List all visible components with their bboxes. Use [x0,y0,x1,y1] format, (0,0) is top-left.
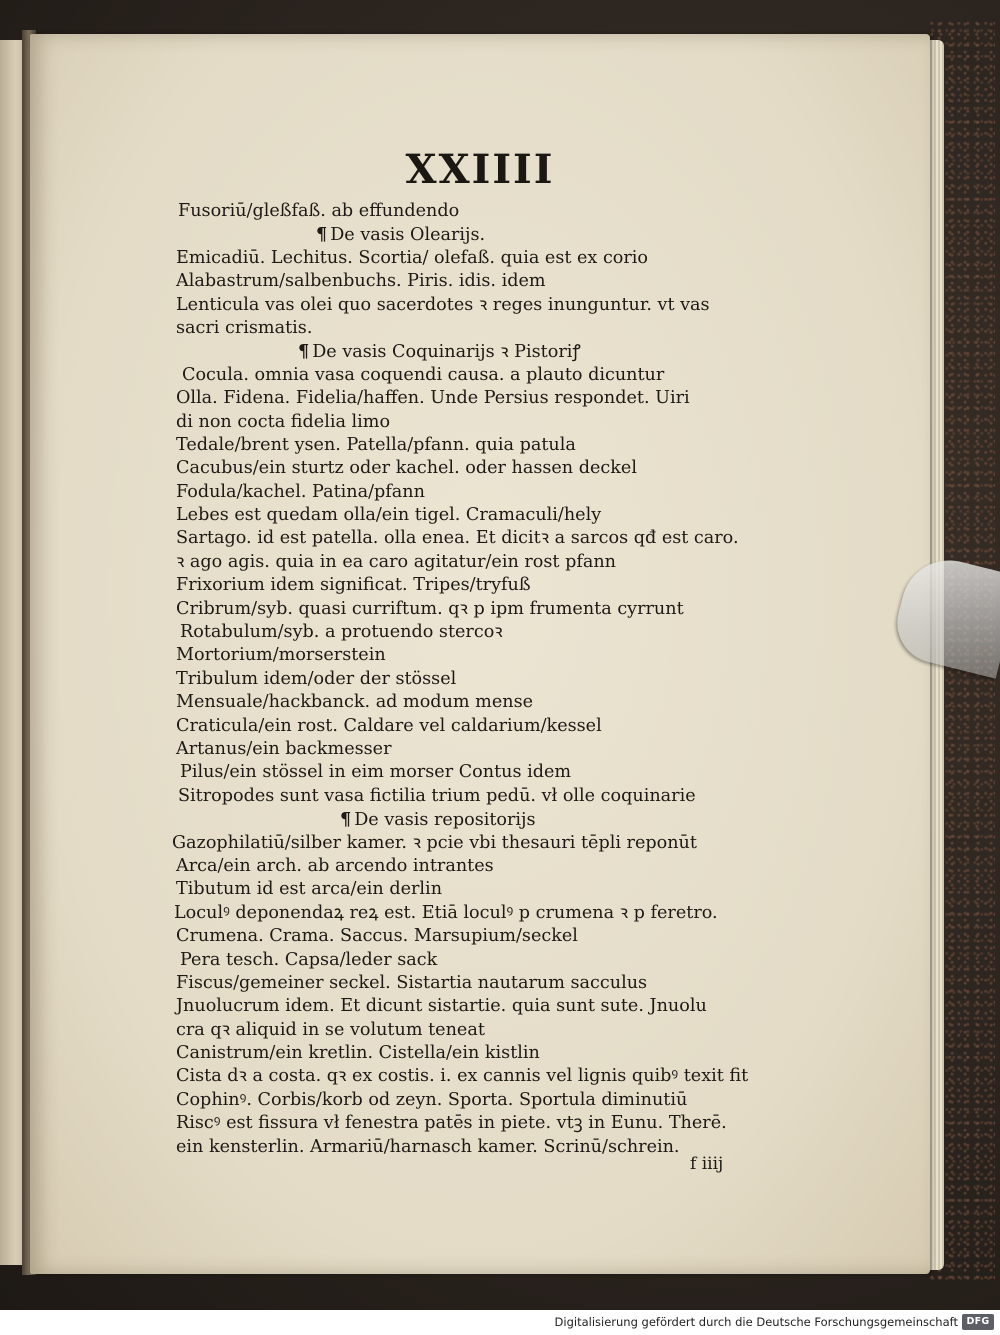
line-text: Fusoriū/gleßfaß. ab effundendo [178,201,460,221]
section-heading [168,808,793,831]
text-line [168,949,793,972]
pilcrow-icon: ¶ [298,341,310,363]
text-line [168,434,793,457]
text-line [168,1065,793,1088]
text-block [168,200,793,1159]
text-line [168,738,793,761]
text-line [168,364,793,387]
line-text: Tibutum id est arca/ein derlin [176,879,443,900]
text-line [168,785,793,808]
line-text: di non cocta fidelia limo [176,411,391,432]
text-line [168,247,793,270]
page-folio: XXIIII [405,146,555,193]
text-line [168,270,793,293]
line-text: Riscꝰ est fissura vł fenestra patēs in piete. vtꝫ in Eunu. Therē. [176,1113,727,1134]
line-text: Artanus/ein backmesser [176,738,392,759]
recto-page [30,34,930,1274]
text-line [168,621,793,644]
line-text: Canistrum/ein kretlin. Cistella/ein kistlin [176,1043,540,1064]
line-text: Mortorium/morserstein [176,645,386,666]
text-line [168,761,793,784]
line-text: Tribulum idem/oder der stössel [176,668,457,689]
line-text: Cacubus/ein sturtz oder kachel. oder hassen deckel [176,458,637,479]
text-line [168,902,793,925]
line-text: Emicadiū. Lechitus. Scortia/ olefaß. quia est ex corio [176,247,649,268]
text-line [168,878,793,901]
line-text: De vasis Coquinarijs ꝛ Pistoriꝭ [312,342,581,363]
line-text: Crumena. Crama. Saccus. Marsupium/seckel [176,926,578,947]
line-text: Fodula/kachel. Patina/pfann [176,481,425,502]
line-text: Cophinꝰ. Corbis/korb od zeyn. Sporta. Sportula diminutiū [176,1089,688,1110]
line-text: Sartago. id est patella. olla enea. Et dicitꝛ a sarcos qđ est caro. [176,528,739,549]
line-text: Alabastrum/salbenbuchs. Piris. idis. idem [176,271,546,292]
text-line [168,995,793,1018]
pilcrow-icon: ¶ [340,809,352,831]
text-line [168,598,793,621]
text-line [168,481,793,504]
line-text: Pilus/ein stössel in eim morser Contus idem [180,762,572,783]
text-line [168,317,793,340]
line-text: Pera tesch. Capsa/leder sack [180,949,438,970]
text-line [168,1042,793,1065]
line-text: Sitropodes sunt vasa fictilia trium pedū. vł olle coquinarie [178,785,696,806]
text-line [168,387,793,410]
line-text: De vasis Olearijs. [330,225,486,246]
line-text: ꝛ ago agis. quia in ea caro agitatur/ein rost pfann [176,551,617,572]
text-line [168,1089,793,1112]
text-line [168,855,793,878]
text-line [168,925,793,948]
line-text: Cocula. omnia vasa coquendi causa. a plauto dicuntur [182,364,665,385]
footer-bar [0,1310,1000,1335]
line-text: Tedale/brent ysen. Patella/pfann. quia patula [176,434,576,455]
text-line [168,691,793,714]
text-line [168,294,793,317]
line-text: Cista dꝛ a costa. qꝛ ex costis. i. ex cannis vel lignis quibꝰ texit fit [176,1066,749,1087]
line-text: Jnuolucrum idem. Et dicunt sistartie. quia sunt sute. Jnuolu [176,996,707,1017]
line-text: Fiscus/gemeiner seckel. Sistartia nautarum sacculus [176,972,648,993]
line-text: cra qꝛ aliquid in se volutum teneat [176,1019,485,1040]
line-text: Gazophilatiū/silber kamer. ꝛ pcie vbi thesauri tēpli reponūt [172,832,697,853]
line-text: Mensuale/hackbanck. ad modum mense [176,692,534,713]
line-text: De vasis repositorijs [354,810,536,831]
text-line [168,527,793,550]
catchword: f iiij [690,1154,724,1174]
line-text: Frixorium idem significat. Tripes/tryfuß [176,575,531,596]
text-line [168,644,793,667]
section-heading [168,340,793,363]
line-text: Rotabulum/syb. a protuendo stercoꝛ [180,622,503,643]
text-line [168,574,793,597]
text-line [168,1019,793,1042]
text-line [168,1112,793,1135]
text-line [168,551,793,574]
line-text: Loculꝰ deponendaꝝ reꝝ est. Etiā loculꝰ p crumena ꝛ p feretro. [174,902,718,923]
line-text: Lebes est quedam olla/ein tigel. Cramaculi/hely [176,505,602,526]
section-heading [168,223,793,246]
text-line [168,972,793,995]
text-line [168,668,793,691]
text-line [168,411,793,434]
line-text: Arca/ein arch. ab arcendo intrantes [176,855,494,876]
text-line [168,715,793,738]
footer-credit: Digitalisierung gefördert durch die Deutsche Forschungsgemeinschaft [554,1315,958,1329]
line-text: Craticula/ein rost. Caldare vel caldarium/kessel [176,715,602,736]
text-line [168,832,793,855]
line-text: ein kensterlin. Armariū/harnasch kamer. Scrinū/schrein. [176,1136,680,1157]
line-text: Cribrum/syb. quasi curriftum. qꝛ p ipm frumenta cyrrunt [176,598,684,619]
pilcrow-icon: ¶ [316,224,328,246]
dfg-logo: DFG [962,1314,994,1330]
text-line [168,504,793,527]
line-text: Olla. Fidena. Fidelia/haffen. Unde Persius respondet. Uiri [176,388,690,409]
line-text: sacri crismatis. [176,317,313,338]
line-text: Lenticula vas olei quo sacerdotes ꝛ reges inunguntur. vt vas [176,294,710,315]
text-line [168,457,793,480]
text-line [168,200,793,223]
